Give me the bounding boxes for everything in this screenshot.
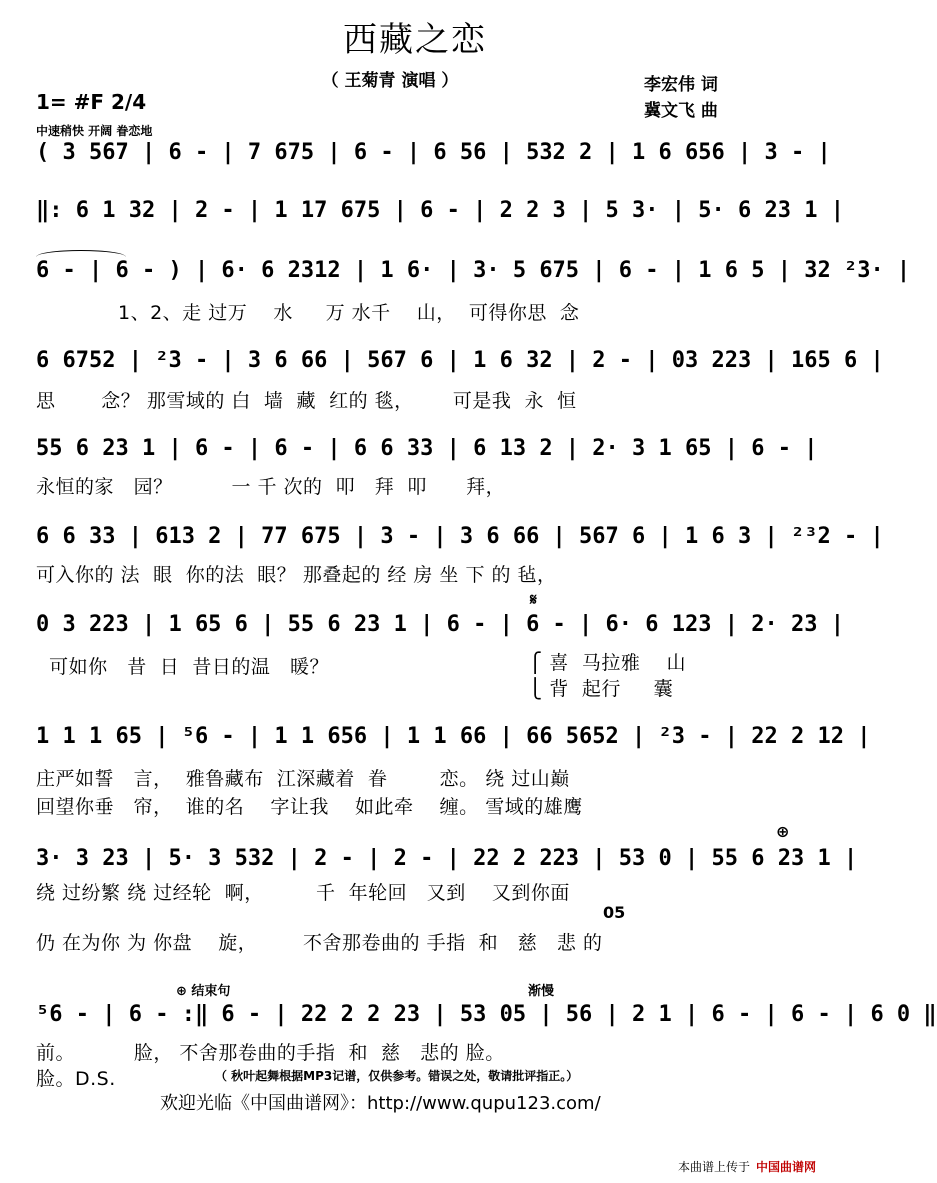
site-logo: 中国曲谱网 <box>755 1160 816 1174</box>
lyric-line-verse1: ⎧ 喜 马拉雅 山 <box>528 652 687 674</box>
composer-credit: 冀文飞 曲 <box>644 101 718 121</box>
slur-mark <box>36 250 126 257</box>
lyric-line-verse1: 前。 脸， 不舍那卷曲的手指 和 慈 悲的 脸。 <box>36 1042 505 1064</box>
notation-line: ( 3 567 | 6 - | 7 675 | 6 - | 6 56 | 532 2 | 1 6 656 | 3 - | <box>36 140 831 165</box>
song-title: 西藏之恋 <box>343 20 487 60</box>
notation-line: 6 6 33 | 613 2 | 77 675 | 3 - | 3 6 66 | 567 6 | 1 6 3 | ²³2 - | <box>36 524 884 549</box>
lyric-line: 1、2、走 过万 水 万 水千 山， 可得你思 念 <box>118 302 580 324</box>
footer <box>678 1158 816 1175</box>
lyric-line-verse2: 回望你垂 帘， 谁的名 字让我 如此牵 缠。 雪域的雄鹰 <box>36 796 583 818</box>
notation-line: 6 6752 | ²3 - | 3 6 66 | 567 6 | 1 6 32 | 2 - | 03 223 | 165 6 | <box>36 348 884 373</box>
upload-label: 本曲谱上传于 <box>677 1160 750 1174</box>
coda-label: ⊕ 结束句 <box>176 984 231 999</box>
lyric-line: 可如你 昔 日 昔日的温 暖？ <box>36 656 329 678</box>
lyric-line-verse1: 庄严如誓 言， 雅鲁藏布 江深藏着 眷 恋。 绕 过山巅 <box>36 768 570 790</box>
lyric-line-verse1: 绕 过纷繁 绕 过经轮 啊， 千 年轮回 又到 又到你面 <box>36 882 570 904</box>
tempo-marking: 中速稍快 开阔 眷恋地 <box>36 124 153 138</box>
notation-line: 1 1 1 65 | ⁵6 - | 1 1 656 | 1 1 66 | 66 5652 | ²3 - | 22 2 12 | <box>36 724 871 749</box>
singer-credit: （ 王菊青 演唱 ） <box>321 71 459 91</box>
coda-sign: ⊕ <box>776 822 790 841</box>
lyric-line-verse2: ⎩ 背 起行 囊 <box>528 678 674 700</box>
welcome-text: 欢迎光临《中国曲谱网》：http://www.qupu123.com/ <box>160 1093 601 1114</box>
notation-line: 6 - | 6 - ) | 6· 6 2312 | 1 6· | 3· 5 675 | 6 - | 1 6 5 | 32 ²3· | <box>36 258 911 283</box>
notation-line: 3· 3 23 | 5· 3 532 | 2 - | 2 - | 22 2 223 | 53 0 | 55 6 23 1 | <box>36 846 858 871</box>
lyric-line-verse2: 仍 在为你 为 你盘 旋， 不舍那卷曲的 手指 和 慈 悲 的 <box>36 932 603 954</box>
lyric-line-verse2: 脸。D.S. <box>36 1068 116 1090</box>
lyric-line: 可入你的 法 眼 你的法 眼？ 那叠起的 经 房 坐 下 的 毡， <box>36 564 557 586</box>
ritardando-marking: 渐慢 <box>528 984 555 999</box>
segno-sign: 𝄋 <box>530 590 537 609</box>
notation-line: 55 6 23 1 | 6 - | 6 - | 6 6 33 | 6 13 2 | 2· 3 1 65 | 6 - | <box>36 436 818 461</box>
notation-line: ⁵6 - | 6 - :‖ 6 - | 22 2 2 23 | 53 05 | 56 | 2 1 | 6 - | 6 - | 6 0 ‖ <box>36 1002 937 1027</box>
transcription-note: （ 秋叶起舞根据MP3记谱，仅供参考。错误之处，敬请批评指正。） <box>215 1069 579 1083</box>
key-signature: 1= #F 2/4 <box>36 90 147 114</box>
notation-line: ‖: 6 1 32 | 2 - | 1 17 675 | 6 - | 2 2 3 | 5 3· | 5· 6 23 1 | <box>36 198 844 223</box>
alternate-notes: 05 <box>603 903 626 922</box>
lyricist-credit: 李宏伟 词 <box>644 75 718 95</box>
notation-line: 0 3 223 | 1 65 6 | 55 6 23 1 | 6 - | 6 - | 6· 6 123 | 2· 23 | <box>36 612 844 637</box>
lyric-line: 思 念？ 那雪域的 白 墙 藏 红的 毯， 可是我 永 恒 <box>36 390 577 412</box>
lyric-line: 永恒的家 园？ 一 千 次的 叩 拜 叩 拜， <box>36 476 506 498</box>
